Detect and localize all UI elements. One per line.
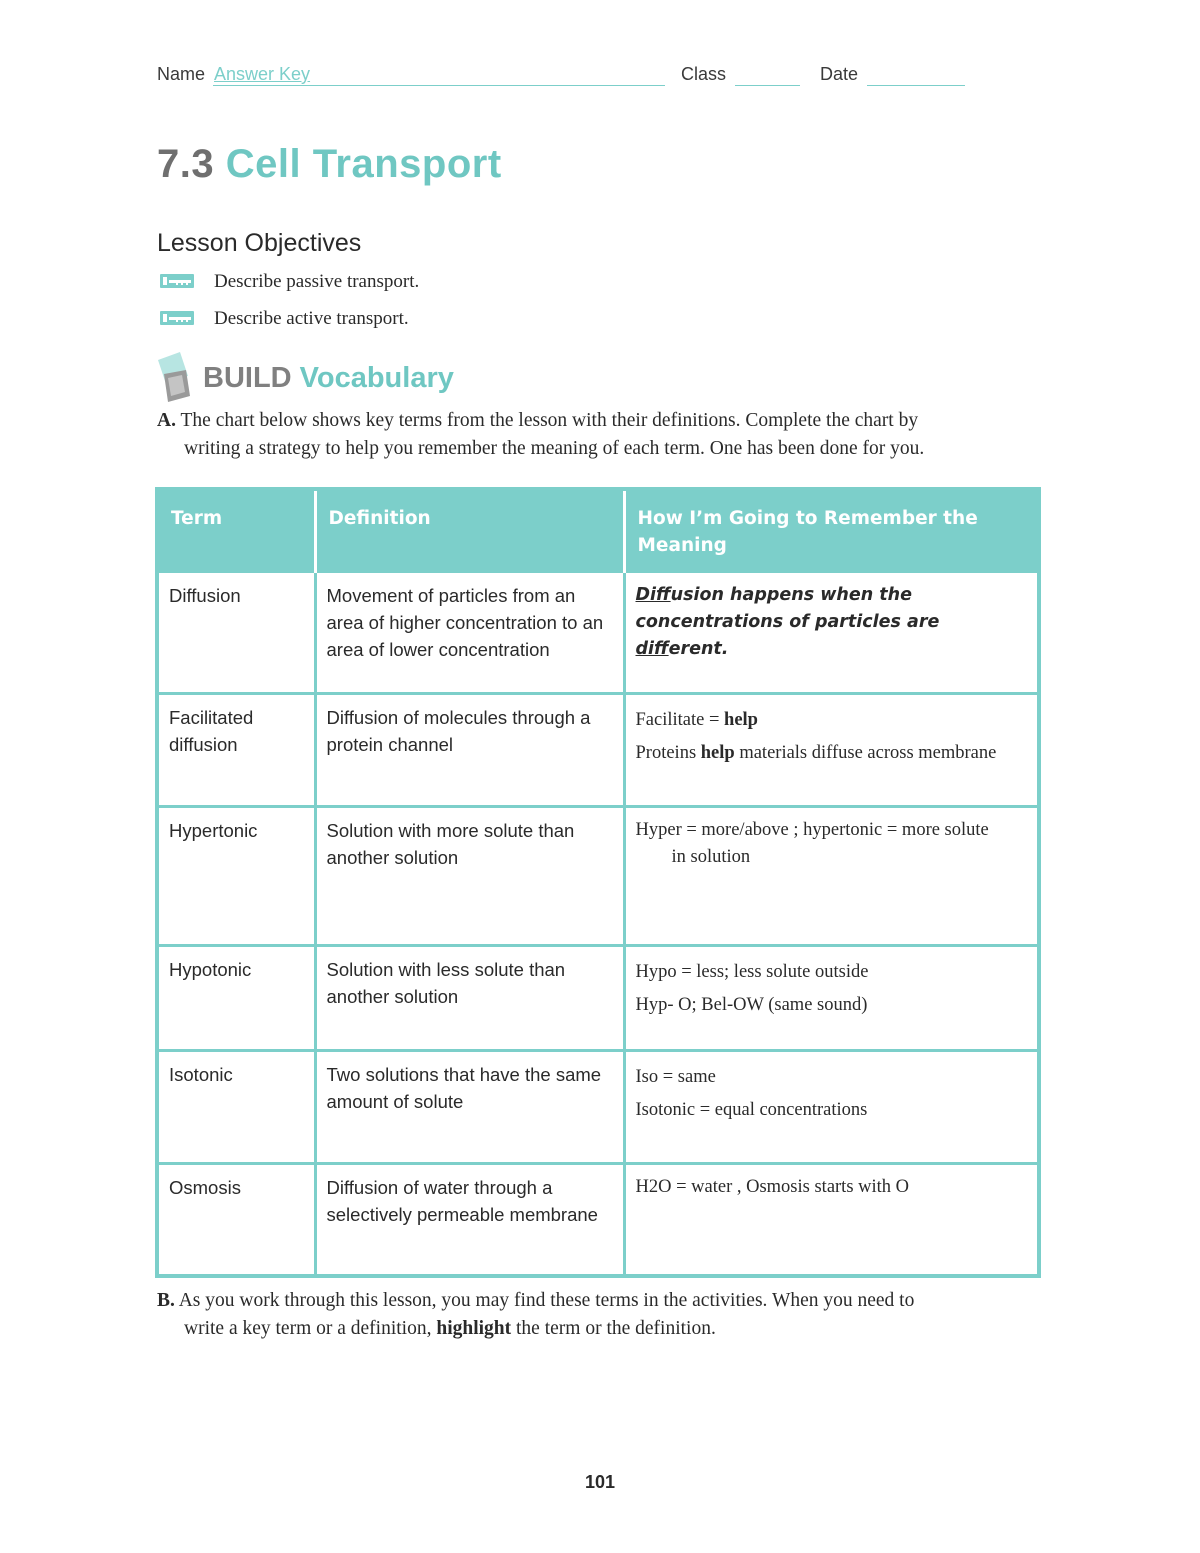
table-row bbox=[159, 693, 1037, 806]
instruction-letter: A. bbox=[157, 410, 176, 431]
strategy-cell[interactable]: H2O = water , Osmosis starts with O bbox=[624, 1163, 1037, 1274]
objective-text: Describe active transport. bbox=[214, 308, 409, 329]
column-header-term: Term bbox=[159, 491, 315, 571]
instruction-text: write a key term or a definition, highlight the term or the definition. bbox=[184, 1318, 716, 1339]
name-value: Answer Key bbox=[214, 64, 311, 84]
term-cell: Hypertonic bbox=[159, 806, 315, 945]
name-field[interactable] bbox=[213, 62, 665, 86]
instruction-text: As you work through this lesson, you may find these terms in the activities. When you need to bbox=[178, 1290, 915, 1311]
name-label: Name bbox=[157, 64, 206, 84]
objective-item bbox=[160, 271, 419, 293]
class-field[interactable] bbox=[735, 62, 800, 86]
objective-text: Describe passive transport. bbox=[214, 271, 420, 292]
key-icon bbox=[160, 273, 194, 289]
term-cell: Isotonic bbox=[159, 1050, 315, 1163]
strategy-cell[interactable]: Diffusion happens when the concentrations of particles are different. bbox=[624, 571, 1037, 693]
page-number: 101 bbox=[584, 1472, 616, 1492]
date-field[interactable] bbox=[867, 62, 965, 86]
definition-cell: Two solutions that have the same amount of solute bbox=[315, 1050, 624, 1163]
table-header-row bbox=[159, 491, 1037, 571]
definition-cell: Diffusion of molecules through a protein channel bbox=[315, 693, 624, 806]
objectives-heading: Lesson Objectives bbox=[157, 229, 362, 257]
class-label: Class bbox=[681, 64, 727, 84]
vocabulary-chart bbox=[155, 487, 1041, 1278]
instruction-letter: B. bbox=[157, 1290, 175, 1311]
strategy-cell[interactable]: Hypo = less; less solute outside Hyp- O; Bel-OW (same sound) bbox=[624, 945, 1037, 1050]
definition-cell: Solution with less solute than another solution bbox=[315, 945, 624, 1050]
instruction-a bbox=[157, 407, 1047, 463]
term-cell: Diffusion bbox=[159, 571, 315, 693]
build-vocabulary-title: BUILD Vocabulary bbox=[203, 362, 454, 394]
vocab-cards-icon bbox=[152, 352, 196, 404]
strategy-cell[interactable]: Hyper = more/above ; hypertonic = more solute in solution bbox=[624, 806, 1037, 945]
instruction-text: The chart below shows key terms from the lesson with their definitions. Complete the chart by bbox=[180, 410, 919, 431]
strategy-cell[interactable]: Iso = same Isotonic = equal concentrations bbox=[624, 1050, 1037, 1163]
definition-cell: Diffusion of water through a selectively permeable membrane bbox=[315, 1163, 624, 1274]
section-number: 7.3 bbox=[157, 142, 215, 186]
table-row bbox=[159, 945, 1037, 1050]
worksheet-header bbox=[157, 62, 977, 88]
instruction-b bbox=[157, 1287, 1047, 1343]
table-row bbox=[159, 806, 1037, 945]
table-row bbox=[159, 571, 1037, 693]
column-header-definition: Definition bbox=[315, 491, 624, 571]
table-row bbox=[159, 1163, 1037, 1274]
objective-item bbox=[160, 308, 409, 330]
column-header-strategy: How I’m Going to Remember the Meaning bbox=[624, 491, 1037, 571]
definition-cell: Solution with more solute than another solution bbox=[315, 806, 624, 945]
key-icon bbox=[160, 310, 194, 326]
strategy-cell[interactable]: Facilitate = help Proteins help materials diffuse across membrane bbox=[624, 693, 1037, 806]
date-label: Date bbox=[820, 64, 859, 84]
term-cell: Hypotonic bbox=[159, 945, 315, 1050]
section-name: Cell Transport bbox=[225, 142, 502, 186]
term-cell: Osmosis bbox=[159, 1163, 315, 1274]
instruction-text: writing a strategy to help you remember the meaning of each term. One has been done for you. bbox=[184, 438, 925, 459]
term-cell: Facilitated diffusion bbox=[159, 693, 315, 806]
definition-cell: Movement of particles from an area of higher concentration to an area of lower concentration bbox=[315, 571, 624, 693]
table-row bbox=[159, 1050, 1037, 1163]
page-title bbox=[157, 142, 502, 187]
